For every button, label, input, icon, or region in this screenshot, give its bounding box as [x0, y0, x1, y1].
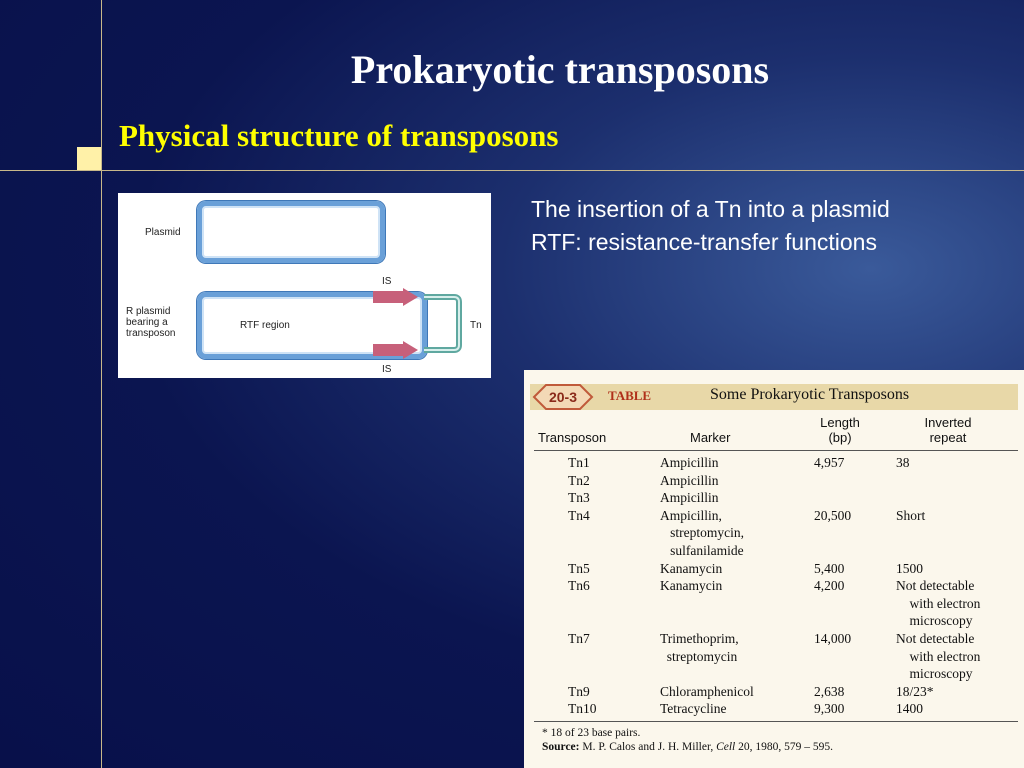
transposon-insertion-diagram — [118, 193, 491, 378]
cell-inverted-repeat: 18/23* — [896, 683, 934, 699]
footer-rule — [534, 721, 1018, 722]
rtf-region-label: RTF region — [240, 320, 290, 331]
source-journal: Cell — [716, 741, 736, 753]
cell-marker: Ampicillin — [660, 490, 719, 506]
header-rule — [534, 450, 1018, 451]
source-label: Source: — [542, 741, 580, 753]
header-length-line-1: Length — [820, 415, 860, 430]
cell-length: 4,200 — [814, 578, 845, 594]
r-plasmid-label-line-2: bearing a — [126, 317, 168, 328]
cell-length: 14,000 — [814, 631, 852, 646]
header-length — [812, 415, 868, 445]
cell-transposon: Tn5 — [568, 560, 590, 576]
header-inverted-line-1: Inverted — [924, 415, 972, 430]
is-label-bottom: IS — [382, 364, 392, 375]
cell-length: 2,638 — [814, 683, 845, 699]
cell-inverted-repeat: 38 — [896, 455, 910, 470]
table-word: TABLE — [608, 388, 652, 403]
source-rest: 20, 1980, 579 – 595. — [738, 741, 833, 753]
cell-transposon: Tn1 — [568, 455, 590, 470]
cell-length: 20,500 — [814, 507, 852, 523]
cell-transposon: Tn7 — [568, 631, 590, 646]
transposon-table — [524, 370, 1024, 768]
slide-title: Prokaryotic transposons — [350, 47, 770, 92]
table-number-badge — [532, 383, 594, 411]
cell-length: 4,957 — [814, 455, 845, 470]
cell-length: 9,300 — [814, 701, 845, 717]
slide-subtitle: Physical structure of transposons — [119, 118, 559, 153]
description-line-1: The insertion of a Tn into a plasmid — [531, 196, 890, 222]
cell-marker: Chloramphenicol — [660, 683, 754, 699]
table-source — [542, 741, 833, 753]
header-inverted-repeat — [912, 415, 984, 445]
r-plasmid-label-line-3: transposon — [126, 328, 176, 339]
cell-marker: Ampicillin — [660, 472, 719, 488]
description — [531, 193, 890, 259]
cell-marker: Kanamycin — [660, 560, 723, 576]
cell-marker: Kanamycin — [660, 578, 723, 594]
plasmid-label: Plasmid — [145, 227, 181, 238]
is-arrow-top — [373, 288, 418, 306]
cell-inverted-repeat: 1400 — [896, 701, 923, 717]
is-label-top: IS — [382, 276, 392, 287]
header-marker: Marker — [690, 430, 731, 445]
cell-transposon: Tn2 — [568, 472, 590, 488]
source-authors: M. P. Calos and J. H. Miller, — [582, 741, 714, 753]
vertical-divider — [101, 0, 102, 768]
cell-inverted-repeat: Short — [896, 507, 926, 523]
cell-transposon: Tn10 — [568, 701, 597, 717]
cell-inverted-repeat: Not detectable with electron microscopy — [896, 631, 981, 682]
table-footnote: * 18 of 23 base pairs. — [542, 727, 641, 739]
table-title: Some Prokaryotic Transposons — [710, 386, 910, 403]
header-length-line-2: (bp) — [828, 430, 852, 445]
cell-inverted-repeat: Not detectable with electron microscopy — [896, 578, 981, 629]
cell-transposon: Tn3 — [568, 490, 590, 506]
header-transposon: Transposon — [538, 430, 607, 445]
accent-square — [77, 147, 101, 170]
cell-length: 5,400 — [814, 560, 845, 576]
cell-marker: Tetracycline — [660, 701, 727, 717]
cell-inverted-repeat: 1500 — [896, 560, 923, 576]
cell-marker: Trimethoprim, streptomycin — [660, 631, 739, 664]
cell-marker: Ampicillin, streptomycin, sulfanilamide — [660, 507, 744, 558]
header-inverted-line-2: repeat — [929, 430, 967, 445]
cell-marker: Ampicillin — [660, 455, 719, 470]
cell-transposon: Tn4 — [568, 507, 590, 523]
tn-bracket — [424, 297, 459, 350]
is-arrow-bottom — [373, 341, 418, 359]
horizontal-divider — [0, 170, 1024, 171]
table-number: 20-3 — [548, 389, 578, 405]
cell-transposon: Tn9 — [568, 683, 590, 699]
tn-label: Tn — [470, 320, 482, 331]
description-line-2: RTF: resistance-transfer functions — [531, 229, 877, 255]
r-plasmid-label-line-1: R plasmid — [126, 306, 171, 317]
transposon-svg — [118, 193, 491, 378]
cell-transposon: Tn6 — [568, 578, 590, 594]
